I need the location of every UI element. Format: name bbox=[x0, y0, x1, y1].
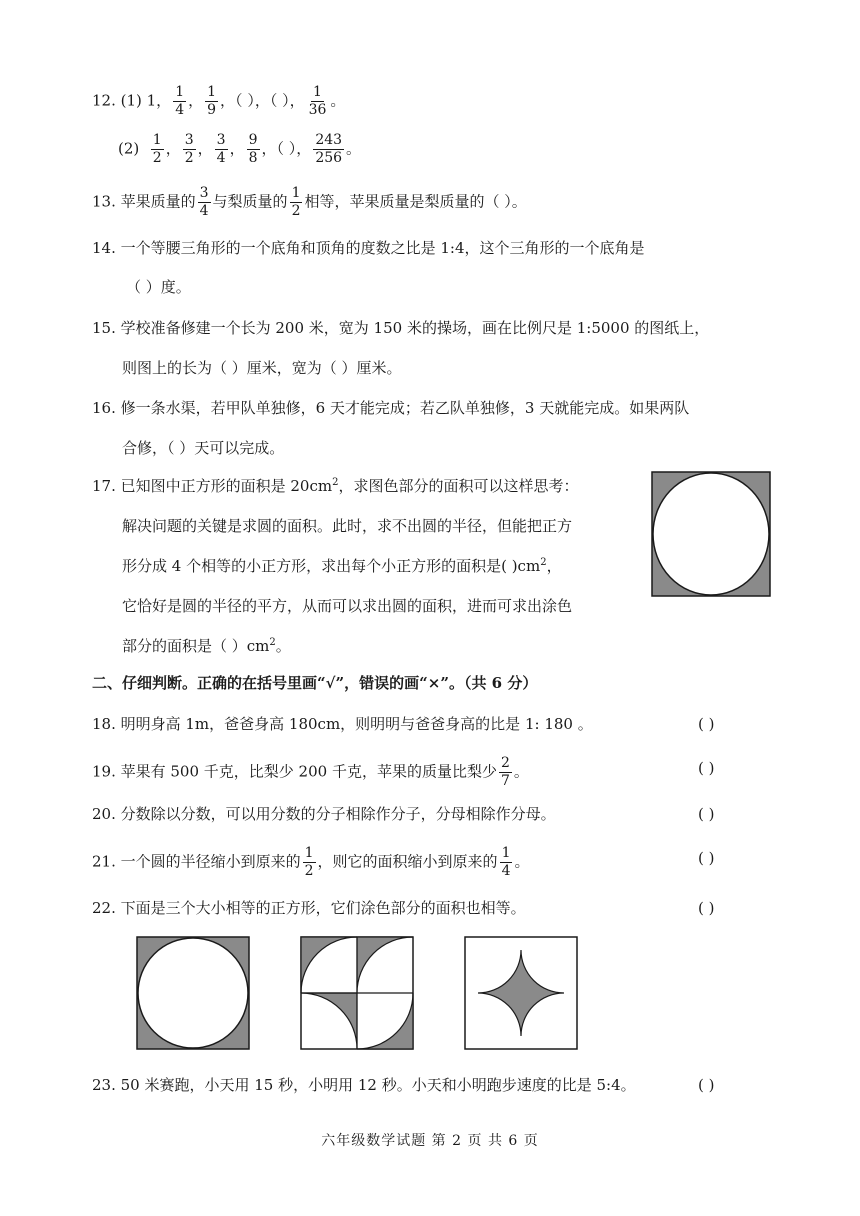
q18: 18. 明明身高 1m，爸爸身高 180cm，则明明与爸爸身高的比是 1: 180 。 bbox=[92, 715, 593, 733]
q12-part1: 12. (1) 1， $\frac{1}{4}$ ， $\frac{1}{9}$ ，（ ），（ ）， $\frac{1}{36}$ 。 bbox=[92, 84, 346, 118]
q20: 20. 分数除以分数，可以用分数的分子相除作分子，分母相除作分母。 bbox=[92, 805, 556, 823]
q15-line1: 15. 学校准备修建一个长为 200 米，宽为 150 米的操场，画在比例尺是 1:5000 的图纸上， bbox=[92, 319, 710, 337]
q17-line2: 解决问题的关键是求圆的面积。此时，求不出圆的半径，但能把正方 bbox=[122, 517, 573, 535]
q19: 19. 苹果有 500 千克，比梨少 200 千克，苹果的质量比梨少 $\frac{2}{7}$ 。 bbox=[92, 755, 529, 789]
q22: 22. 下面是三个大小相等的正方形，它们涂色部分的面积也相等。 bbox=[92, 899, 526, 917]
answer-paren-q21: ( ) bbox=[698, 849, 715, 867]
q17-line4: 它恰好是圆的半径的平方，从而可以求出圆的面积，进而可求出涂色 bbox=[122, 597, 573, 615]
q22-figure-2 bbox=[300, 936, 414, 1050]
fraction: $\frac{3}{4}$ bbox=[199, 185, 209, 219]
q14-line2: （ ）度。 bbox=[126, 278, 191, 296]
fraction: $\frac{1}{2}$ bbox=[291, 185, 301, 219]
section-2-title: 二、仔细判断。正确的在括号里画“√”，错误的画“×”。（共 6 分） bbox=[92, 674, 538, 692]
answer-paren-q19: ( ) bbox=[698, 759, 715, 777]
q23: 23. 50 米赛跑，小天用 15 秒，小明用 12 秒。小天和小明跑步速度的比是 5:4。 bbox=[92, 1076, 636, 1094]
fraction: $\frac{1}{36}$ bbox=[308, 84, 327, 118]
q16-line2: 合修，（ ）天可以完成。 bbox=[122, 439, 285, 457]
fraction: $\frac{3}{4}$ bbox=[216, 132, 226, 166]
fraction: $\frac{1}{2}$ bbox=[304, 845, 314, 879]
fraction: $\frac{1}{4}$ bbox=[501, 845, 511, 879]
answer-paren-q23: ( ) bbox=[698, 1076, 715, 1094]
q17-figure bbox=[650, 470, 772, 598]
fraction: $\frac{1}{9}$ bbox=[207, 84, 217, 118]
q16-line1: 16. 修一条水渠，若甲队单独修，6 天才能完成；若乙队单独修，3 天就能完成。如果两队 bbox=[92, 399, 690, 417]
q17-line5: 部分的面积是（ ）$cm^2$。 bbox=[122, 637, 291, 655]
fraction: $\frac{9}{8}$ bbox=[248, 132, 258, 166]
fraction: $\frac{1}{4}$ bbox=[175, 84, 185, 118]
answer-paren-q22: ( ) bbox=[698, 899, 715, 917]
answer-paren-q20: ( ) bbox=[698, 805, 715, 823]
q17-line3: 形分成 4 个相等的小正方形，求出每个小正方形的面积是( )$cm^2$， bbox=[122, 557, 562, 575]
page-footer: 六年级数学试题 第 2 页 共 6 页 bbox=[321, 1133, 539, 1149]
answer-paren-q18: ( ) bbox=[698, 715, 715, 733]
q14-line1: 14. 一个等腰三角形的一个底角和顶角的度数之比是 1:4，这个三角形的一个底角是 bbox=[92, 239, 645, 257]
fraction: $\frac{3}{2}$ bbox=[184, 132, 194, 166]
fraction: $\frac{1}{2}$ bbox=[152, 132, 162, 166]
q12-part2: (2) $\frac{1}{2}$ ， $\frac{3}{2}$ ， $\frac{3}{4}$ ， $\frac{9}{8}$ ，（ ）， $\frac{243}{256}$ 。 bbox=[118, 132, 362, 166]
q22-figure-3 bbox=[464, 936, 578, 1050]
q17-line1: 17. 已知图中正方形的面积是 $20cm^2$，求图色部分的面积可以这样思考： bbox=[92, 477, 579, 495]
q13: 13. 苹果质量的 $\frac{3}{4}$ 与梨质量的 $\frac{1}{2}$ 相等，苹果质量是梨质量的（ ）。 bbox=[92, 185, 527, 219]
q22-figure-1 bbox=[136, 936, 250, 1050]
fraction: $\frac{2}{7}$ bbox=[500, 755, 510, 789]
q21: 21. 一个圆的半径缩小到原来的 $\frac{1}{2}$ ，则它的面积缩小到原来的 $\frac{1}{4}$ 。 bbox=[92, 845, 530, 879]
q15-line2: 则图上的长为（ ）厘米，宽为（ ）厘米。 bbox=[122, 359, 402, 377]
fraction: $\frac{243}{256}$ bbox=[315, 132, 343, 166]
